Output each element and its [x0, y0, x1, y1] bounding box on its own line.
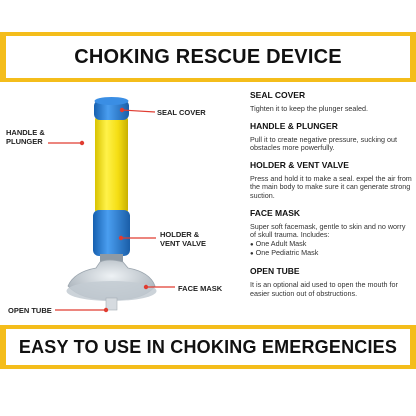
info-text: Pull it to create negative pressure, sucking out obstacles more powerfully.	[250, 134, 398, 153]
callout-open-tube: OPEN TUBE	[8, 306, 52, 315]
callout-handle: HANDLE & PLUNGER	[6, 128, 45, 146]
info-handle	[250, 121, 412, 153]
list-item: ● One Pediatric Mask	[250, 249, 412, 259]
info-title: OPEN TUBE	[250, 265, 300, 276]
info-title: HOLDER & VENT VALVE	[250, 159, 349, 170]
info-holder	[250, 160, 412, 201]
callout-holder: HOLDER & VENT VALVE	[160, 230, 206, 248]
top-banner-title: CHOKING RESCUE DEVICE	[6, 36, 410, 78]
info-open-tube	[250, 266, 412, 298]
info-text: Press and hold it to make a seal. expel the air from the main body to make sure it can generate strong suction.	[250, 173, 412, 200]
seal-cover-top	[95, 97, 129, 105]
callout-face-mask: FACE MASK	[178, 284, 223, 293]
holder-body	[93, 210, 130, 256]
bottom-banner	[0, 325, 416, 369]
info-title: HANDLE & PLUNGER	[250, 120, 338, 131]
info-face-mask	[250, 208, 412, 259]
info-column	[250, 90, 412, 305]
open-tube	[106, 298, 117, 310]
mask-list	[250, 240, 412, 259]
info-text: Super soft facemask, gentle to skin and no worry of skull trauma. Includes:	[250, 221, 406, 240]
callout-seal-cover: SEAL COVER	[157, 108, 206, 117]
info-text: It is an optional aid used to open the mouth for easier suction out of obstructions.	[250, 279, 398, 298]
handle-body	[95, 116, 128, 214]
bottom-banner-title: EASY TO USE IN CHOKING EMERGENCIES	[6, 329, 410, 365]
info-title: FACE MASK	[250, 207, 301, 218]
info-text: Tighten it to keep the plunger sealed.	[250, 104, 369, 113]
list-item: ● One Adult Mask	[250, 240, 412, 250]
info-title: SEAL COVER	[250, 90, 306, 100]
info-seal-cover	[250, 90, 412, 114]
